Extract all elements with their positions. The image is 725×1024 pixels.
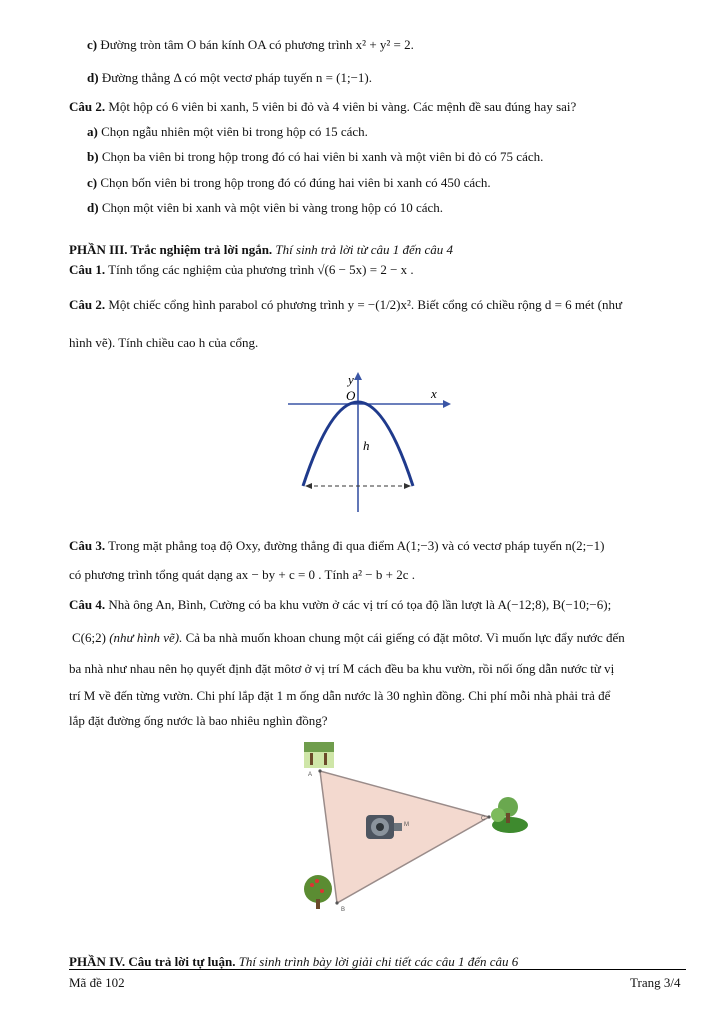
part3-question-2-line1: Câu 2. Một chiếc cổng hình parabol có phương trình y = −(1/2)x². Biết cổng có chiều rộng d = 6 mét (như xyxy=(69,297,623,312)
parabola-gate-figure xyxy=(283,370,463,520)
garden-c-tree-icon xyxy=(491,797,528,833)
part3-question-3-line2: có phương trình tổng quát dạng ax − by + c = 0 . Tính a² − b + 2c . xyxy=(69,567,415,582)
origin-label: O xyxy=(346,388,356,403)
vertex-c-dot xyxy=(487,815,490,818)
triangle-abc xyxy=(320,771,489,903)
x-axis-arrow-icon xyxy=(443,400,451,408)
item-b-marbles: b) Chọn ba viên bi trong hộp trong đó có hai viên bi xanh và một viên bi đỏ có 75 cách. xyxy=(87,149,544,164)
part3-question-4-line3: ba nhà như nhau nên họ quyết định đặt môtơ ở vị trí M cách đều ba khu vườn, rồi nối ống dẫn nước từ vị xyxy=(69,661,615,676)
label-b: B xyxy=(341,907,346,913)
label-m: M xyxy=(404,822,409,828)
question-2-title: Câu 2. Một hộp có 6 viên bi xanh, 5 viên bi đỏ và 4 viên bi vàng. Các mệnh đề sau đúng hay sai? xyxy=(69,99,577,114)
part-3-heading: PHẦN III. Trắc nghiệm trả lời ngắn. Thí sinh trả lời từ câu 1 đến câu 4 xyxy=(69,242,454,257)
footer-divider xyxy=(69,969,686,970)
item-d-marbles: d) Chọn một viên bi xanh và một viên bi vàng trong hộp có 10 cách. xyxy=(87,200,443,215)
item-a-marbles: a) Chọn ngẫu nhiên một viên bi trong hộp có 15 cách. xyxy=(87,124,368,139)
part3-question-2-line2: hình vẽ). Tính chiều cao h của cổng. xyxy=(69,335,259,350)
width-arrow-right-icon xyxy=(404,483,411,489)
label-a: A xyxy=(308,772,313,778)
label-c: C xyxy=(481,816,486,822)
footer-page-number: Trang 3/4 xyxy=(630,975,681,990)
part3-question-4-line2: C(6;2) (như hình vẽ). Cả ba nhà muốn khoan chung một cái giếng có đặt môtơ. Vì muốn lực đẩy nước đến xyxy=(72,630,625,645)
part3-question-4-line5: lắp đặt đường ống nước là bao nhiêu nghìn đồng? xyxy=(69,713,328,728)
item-d-line-normal: d) Đường thẳng Δ có một vectơ pháp tuyến n = (1;−1). xyxy=(87,70,373,85)
item-c-circle: c) Đường tròn tâm O bán kính OA có phương trình x² + y² = 2. xyxy=(87,37,414,52)
item-c-marbles: c) Chọn bốn viên bi trong hộp trong đó có đúng hai viên bi xanh có 450 cách. xyxy=(87,175,491,190)
gardens-triangle-figure xyxy=(298,739,538,919)
part3-question-3-line1: Câu 3. Trong mặt phẳng toạ độ Oxy, đường thẳng đi qua điểm A(1;−3) và có vectơ pháp tuyến n(2;−1) xyxy=(69,538,605,553)
y-axis-arrow-icon xyxy=(354,372,362,380)
h-label: h xyxy=(363,438,370,453)
garden-b-apple-tree-icon xyxy=(304,875,332,909)
y-label: y xyxy=(348,372,354,387)
garden-a-tree-icon xyxy=(304,742,334,768)
vertex-b-dot xyxy=(335,901,338,904)
footer-exam-code: Mã đề 102 xyxy=(69,975,125,990)
x-label: x xyxy=(431,386,437,401)
part3-question-1: Câu 1. Tính tổng các nghiệm của phương trình √(6 − 5x) = 2 − x . xyxy=(69,262,414,277)
width-arrow-left-icon xyxy=(305,483,312,489)
part3-question-4-line4: trí M về đến từng vườn. Chi phí lắp đặt 1 m ống dẫn nước là 30 nghìn đồng. Chi phí mỗi nhà phải trả để xyxy=(69,688,611,703)
vertex-a-dot xyxy=(318,769,321,772)
part3-question-4-line1: Câu 4. Nhà ông An, Bình, Cường có ba khu vườn ở các vị trí có tọa độ lần lượt là A(−12;8), B(−10;−6); xyxy=(69,597,612,612)
part-4-heading: PHẦN IV. Câu trả lời tự luận. Thí sinh trình bày lời giải chi tiết các câu 1 đến câu 6 xyxy=(69,954,519,969)
